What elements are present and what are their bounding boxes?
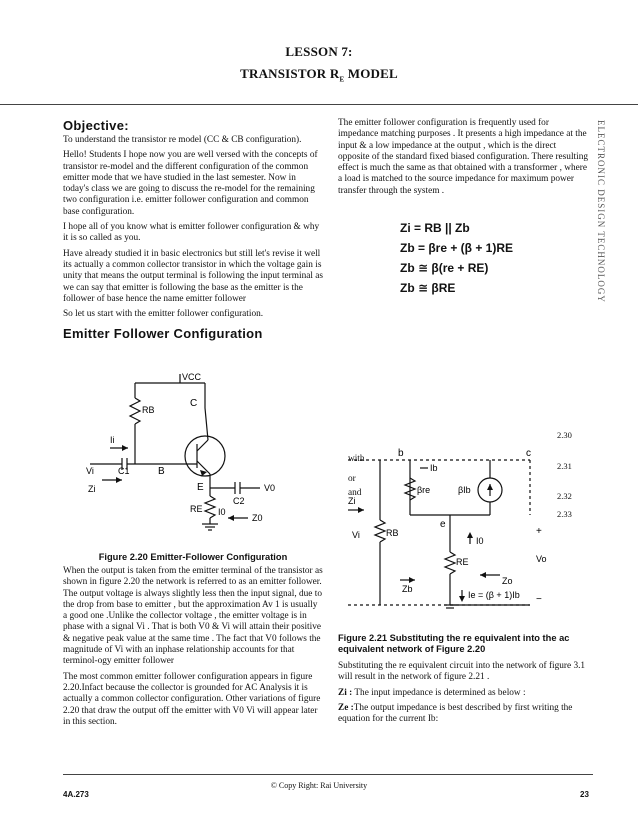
label-b: b (398, 448, 404, 459)
label-zb: Zb (402, 584, 413, 594)
label-bib: βIb (458, 485, 471, 495)
paragraph: Zi : The input impedance is determined as below : (338, 687, 526, 698)
equation-number: 2.32 (557, 491, 572, 501)
fragment-and: and (348, 488, 362, 498)
label-e: e (440, 519, 446, 530)
label-zi: Zi (348, 496, 356, 506)
fragment-or: or (348, 474, 356, 484)
label-vi: Vi (86, 466, 94, 476)
label-ii: Ii (110, 435, 115, 445)
label-zo: Zo (502, 576, 513, 586)
header-rule (0, 104, 638, 105)
equation-4: Zb ≅ βRE (400, 281, 456, 295)
label-vo: Vo (536, 554, 547, 564)
label-b: B (158, 466, 165, 477)
label-c: c (526, 448, 531, 459)
equation-2: Zb = βre + (β + 1)RE (400, 241, 514, 255)
paragraph: Ze :The output impedance is best described by first writing the equation for the current Ib: (338, 702, 573, 725)
paragraph: Hello! Students I hope now you are well versed with the concepts of transistor re-model and the different configuration of the common emitter mode that we have studied in the last semester. Now in today's class we are going to discuss the re-model for the remaining two configuration i.e. emitter follower configuration and common base configuration. (63, 150, 318, 217)
label-e: E (197, 482, 204, 493)
label-ie: Ie = (β + 1)Ib (468, 590, 520, 600)
page-title: TRANSISTOR $R_E$ MODEL (240, 66, 398, 84)
section-heading: Emitter Follower Configuration (63, 326, 263, 342)
label-bre: βre (417, 485, 431, 495)
paragraph: To understand the transistor re model (CC & CB configuration). (63, 135, 302, 145)
label-io: I0 (476, 536, 484, 546)
fragment-with: with (348, 454, 365, 464)
figure-2-20-circuit (80, 368, 320, 538)
left-column (63, 118, 323, 341)
equations (400, 218, 580, 298)
objective-heading: Objective: (63, 118, 129, 133)
paragraph: I hope all of you know what is emitter follower configuration & why it is so called as you. (63, 222, 320, 244)
equation-3: Zb ≅ β(re + RE) (400, 261, 489, 275)
left-column-lower (63, 566, 323, 732)
label-zo: Z0 (252, 513, 263, 523)
paragraph: The most common emitter follower configuration appears in figure 2.20.Infact because the collector is grounded for AC Analysis it is actually a common collector configuration. Other variations of figure 2.20 that draw the output off the emitter with V0 Vi will appear later in this section. (63, 671, 321, 727)
equation-number: 2.30 (557, 430, 572, 440)
equation-1: Zi = RB || Zb (400, 221, 470, 235)
figure-2-21-caption: Figure 2.21 Substituting the re equivalent into the ac equivalent network of Figure 2.20 (338, 633, 570, 655)
label-minus: − (536, 594, 542, 605)
figure-2-20-caption: Figure 2.20 Emitter-Follower Configuration (98, 552, 288, 562)
label-c1: C1 (118, 466, 130, 476)
label-rb: RB (386, 528, 399, 538)
label-zi: Zi (88, 484, 96, 494)
copyright: © Copy Right: Rai University (270, 781, 368, 790)
footer-rule (63, 774, 593, 775)
label-io: I0 (218, 507, 226, 517)
paragraph: When the output is taken from the emitter terminal of the transistor as shown in figure 2.20 the network is referred to as an emitter follower. The output voltage is always slightly less then the input signal, due to the drop from base to emitter , but the approximation Av 1 is usually a good one .Unlike the collector voltage , the emitter voltage is in phase with a signal Vi . That is both V0 & Vi will attain their positive & negative peak value at the same time . The fact that V0 follows the magnitude of Vi with an inphase relationship accounts for that terminol-ogy emitter follower (63, 566, 323, 667)
side-label: ELECTRONIC DESIGN TECHNOLOGY (596, 120, 606, 303)
paragraph: Substituting the re equivalent circuit into the network of figure 3.1 will result in the network of figure 2.21 . (338, 661, 586, 683)
label-v0: V0 (264, 483, 276, 493)
equation-number: 2.33 (557, 509, 572, 519)
label-c2: C2 (233, 496, 245, 506)
label-plus: + (536, 526, 542, 537)
label-rb: RB (142, 405, 155, 415)
paragraph: So let us start with the emitter follower configuration. (63, 309, 264, 320)
right-column-lower (338, 661, 588, 729)
paragraph: Have already studied it in basic electronics but still let's revise it well its actually a common collector transistor in which the voltage gain is unity that means the output terminal is following the input terminal as we can say that emitter is following the base as the emitter is the follower of base hence the name emitter follower (63, 248, 324, 304)
document-code: 4A.273 (63, 790, 89, 799)
label-ib: Ib (430, 463, 438, 473)
right-column (338, 118, 588, 201)
label-re: RE (190, 504, 203, 514)
label-vcc: VCC (182, 372, 202, 382)
lesson-number: LESSON 7: (285, 44, 353, 59)
label-vi: Vi (352, 530, 360, 540)
label-re: RE (456, 557, 469, 567)
equation-number: 2.31 (557, 461, 572, 471)
paragraph: The emitter follower configuration is frequently used for impedance matching purposes . It presents a high impedance at the input & a low impedance at the output , which is the direct opposite of the standard fixed biased configuration. There resulting effect is much the same as that obtained with a transformer , where a load is matched to the source impedance for maximum power transfer through the system . (338, 118, 588, 196)
figure-2-21-circuit (340, 440, 580, 610)
label-c: C (190, 398, 198, 409)
page-number: 23 (580, 790, 589, 799)
